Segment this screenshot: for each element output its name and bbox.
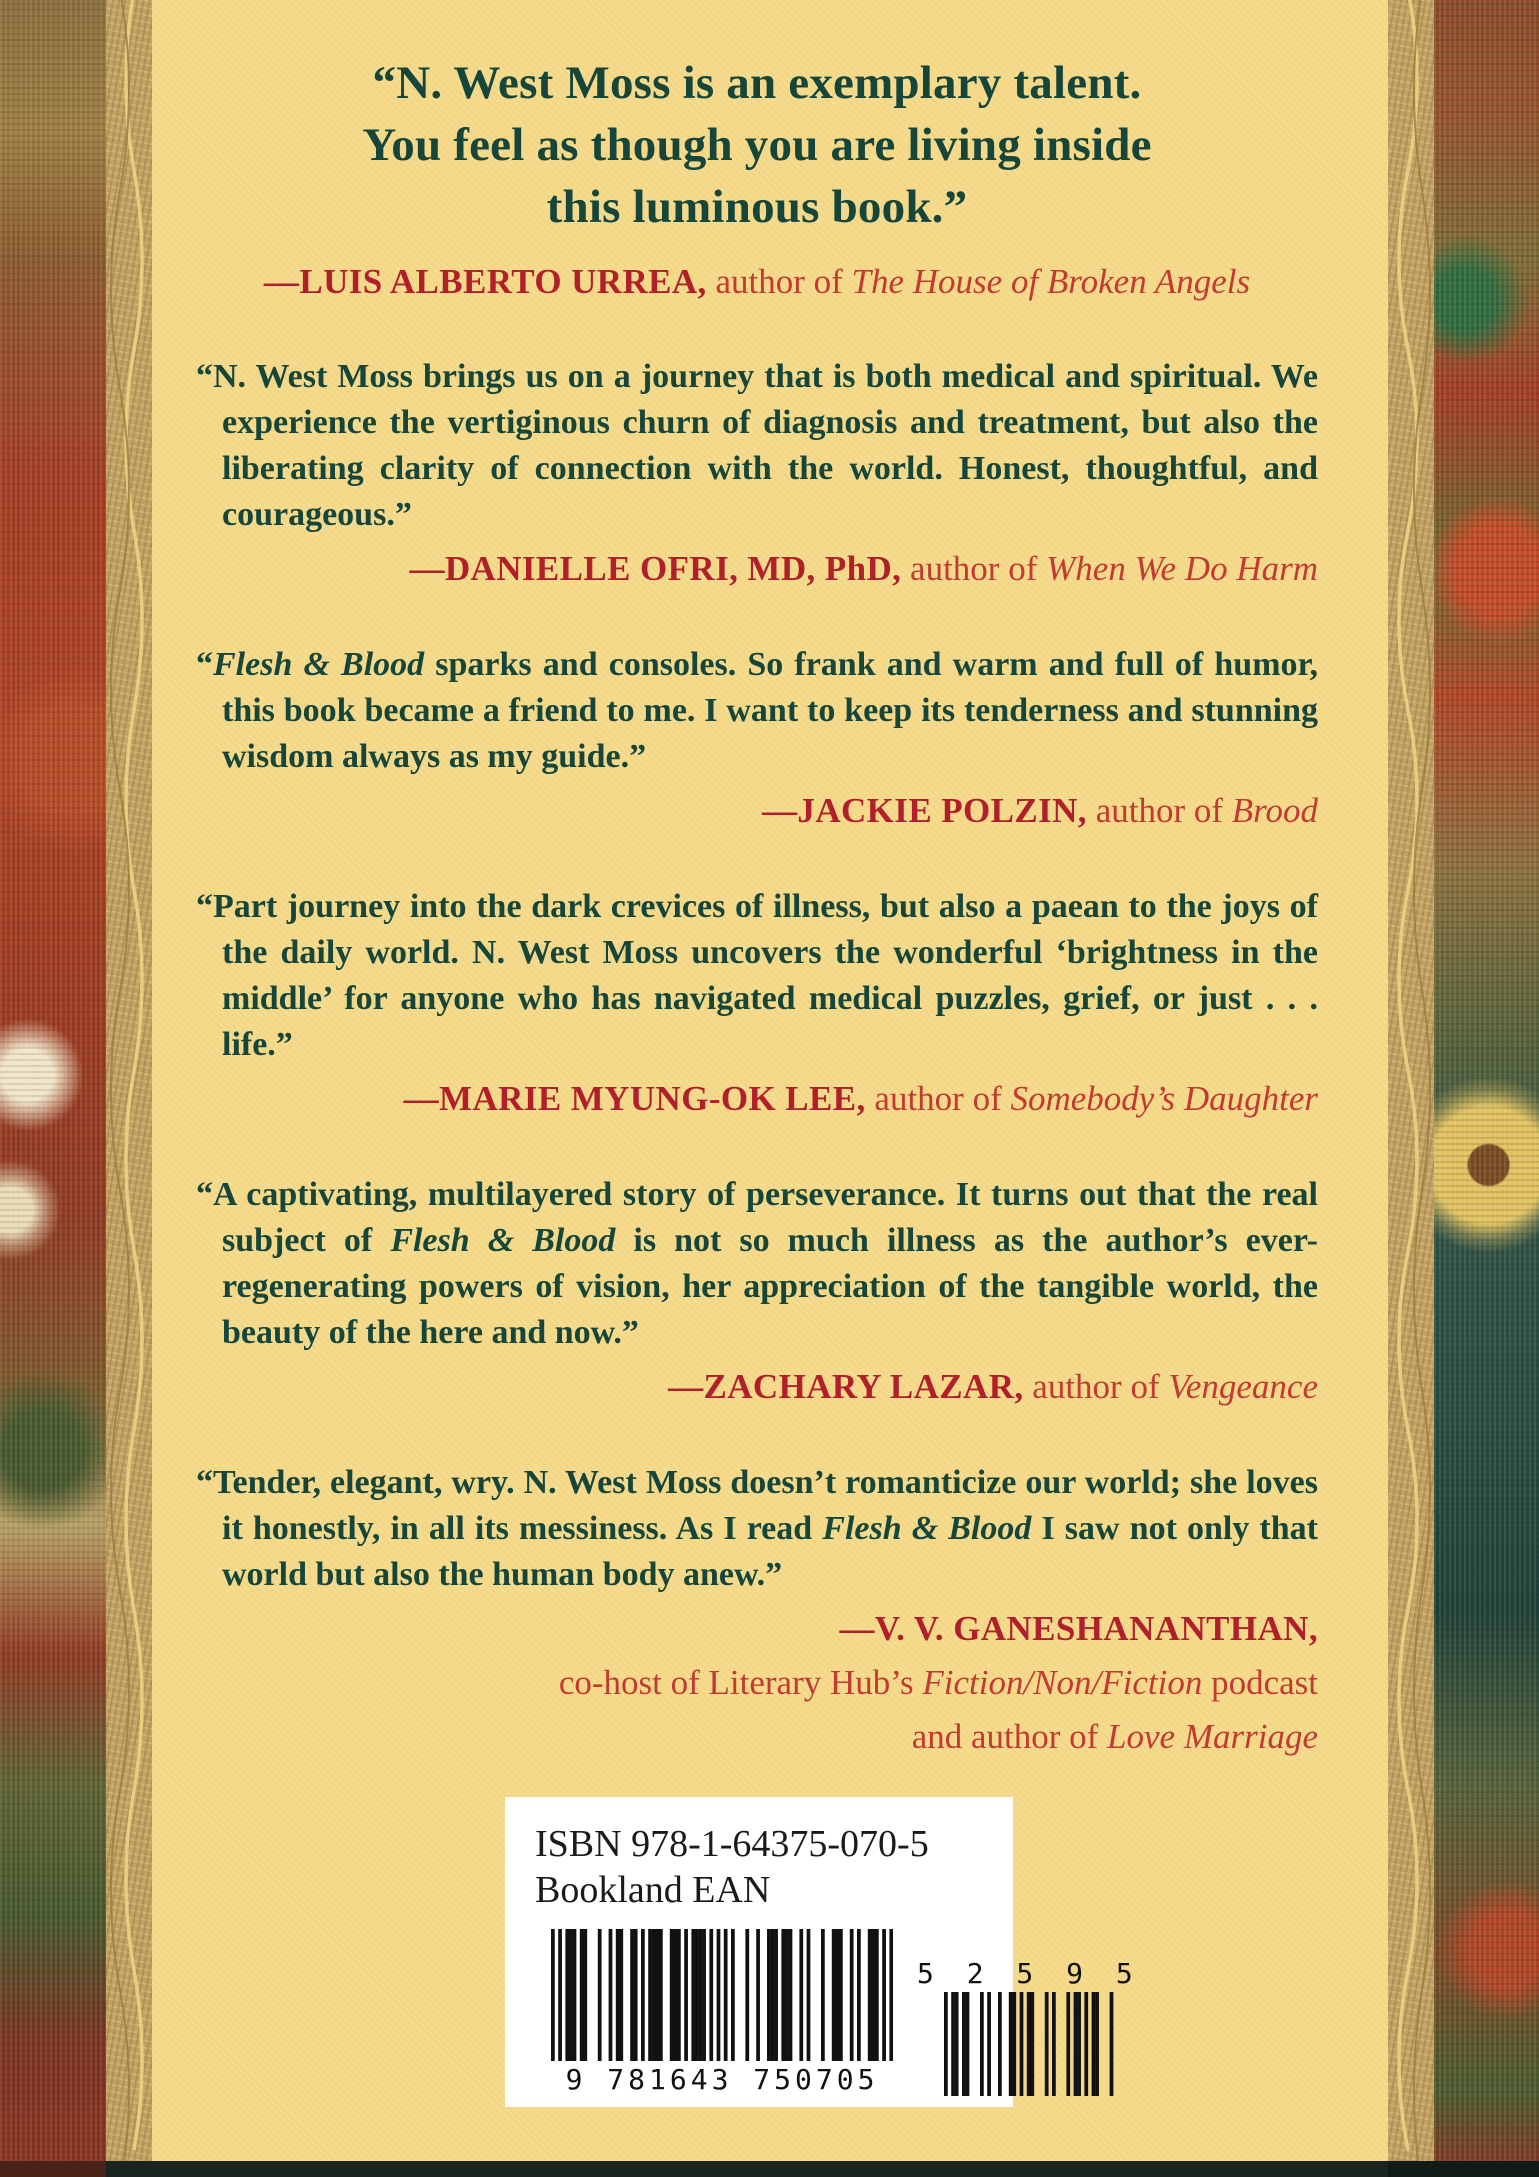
blurb-text (196, 1172, 1318, 1356)
book-title: Flesh & Blood (822, 1510, 1032, 1547)
attribution-line (196, 1606, 1318, 1652)
book-title: When We Do Harm (1046, 549, 1318, 588)
attribution-name: —MARIE MYUNG-OK LEE, (403, 1079, 866, 1118)
blurb-text (196, 884, 1318, 1068)
text-segment: podcast (1202, 1663, 1318, 1702)
isbn-box (505, 1797, 1141, 2107)
text-segment: “ (196, 646, 213, 683)
attribution-line (196, 1076, 1318, 1122)
blurb (196, 1460, 1318, 1760)
left-vine-band (106, 0, 152, 2177)
book-title: Somebody’s Daughter (1010, 1079, 1318, 1118)
blurb-list (196, 354, 1318, 1760)
text-segment: author of (901, 549, 1047, 588)
isbn-ean-label: Bookland EAN (535, 1869, 771, 1911)
price-supplement-barcode (917, 1957, 1141, 2096)
headline-attribution (196, 260, 1318, 304)
attribution-name: —DANIELLE OFRI, MD, PhD, (409, 549, 902, 588)
right-floral-border (1434, 0, 1539, 2177)
attribution-name: —ZACHARY LAZAR, (668, 1367, 1024, 1406)
text-segment: author of (865, 1079, 1011, 1118)
bottom-edge-strip (0, 2161, 1539, 2177)
book-title: Love Marriage (1107, 1717, 1318, 1756)
headline-quote (196, 52, 1318, 238)
attribution-name: —JACKIE POLZIN, (762, 791, 1087, 830)
blurb (196, 642, 1318, 834)
attribution-text: author of (706, 262, 852, 301)
blurb-text (196, 354, 1318, 538)
blurb-text (196, 1460, 1318, 1598)
attribution-name: —LUIS ALBERTO URREA, (263, 262, 707, 301)
text-segment: and author of (911, 1717, 1108, 1756)
text-segment: author of (1086, 791, 1232, 830)
text-segment: I saw not only that world but also the human body anew.” (222, 1510, 1318, 1593)
text-segment: author of (1023, 1367, 1169, 1406)
attribution-line (196, 788, 1318, 834)
book-title: The House of Broken Angels (851, 262, 1251, 301)
supplement-digits: 5 2 5 9 5 (917, 1957, 1141, 1990)
isbn-number: ISBN 978-1-64375-070-5 (535, 1823, 929, 1865)
right-vine-band (1388, 0, 1434, 2177)
left-floral-border (0, 0, 106, 2177)
text-segment: co-host of Literary Hub’s (558, 1663, 923, 1702)
text-segment: sparks and consoles. So frank and warm and full of humor, this book became a friend to me. I want to keep its tenderness and stunning wisdom always as my guide.” (222, 646, 1318, 775)
blurb-text (196, 642, 1318, 780)
headline-line: “N. West Moss is an exemplary talent. (372, 57, 1142, 109)
headline-line: this luminous book.” (546, 181, 968, 233)
supplement-barcode-bars (944, 1992, 1114, 2096)
text-segment: “N. West Moss brings us on a journey that is both medical and spiritual. We experience the vertiginous churn of diagnosis and treatment, but also the liberating clarity of connection with the world. Honest, thoughtful, and courageous.” (196, 358, 1318, 533)
ean-barcode (551, 1929, 893, 2096)
text-segment: is not so much illness as the author’s ever-regenerating powers of vision, her appreciation of the tangible world, the beauty of the here and now.” (222, 1222, 1318, 1351)
attribution-line (196, 1714, 1318, 1760)
book-title: Fiction/Non/Fiction (922, 1663, 1203, 1702)
blurb (196, 1172, 1318, 1410)
attribution-line (196, 1660, 1318, 1706)
book-title: Flesh & Blood (213, 646, 425, 683)
book-title: Vengeance (1168, 1367, 1318, 1406)
headline-line: You feel as though you are living inside (362, 119, 1152, 171)
book-title: Flesh & Blood (390, 1222, 616, 1259)
attribution-line (196, 546, 1318, 592)
ean-digits: 9 781643 750705 (565, 2063, 879, 2096)
text-segment: “Part journey into the dark crevices of illness, but also a paean to the joys of the daily world. N. West Moss uncovers the wonderful ‘brightness in the middle’ for anyone who has navigated medical puzzles, grief, or just . . . life.” (196, 888, 1318, 1063)
ean-barcode-bars (551, 1929, 893, 2061)
text-segment: “A captivating, multilayered story of perseverance. It turns out that the real subject of (196, 1176, 1318, 1259)
attribution-line (196, 1364, 1318, 1410)
barcode (551, 1929, 1141, 2096)
blurb (196, 354, 1318, 592)
vine-wave-icon (1388, 0, 1434, 2177)
attribution-name: —V. V. GANESHANANTHAN, (839, 1609, 1318, 1648)
text-segment: “Tender, elegant, wry. N. West Moss doesn’t romanticize our world; she loves it honestly, in all its messiness. As I read (196, 1464, 1318, 1547)
blurb (196, 884, 1318, 1122)
book-title: Brood (1231, 791, 1318, 830)
vine-wave-icon (106, 0, 152, 2177)
